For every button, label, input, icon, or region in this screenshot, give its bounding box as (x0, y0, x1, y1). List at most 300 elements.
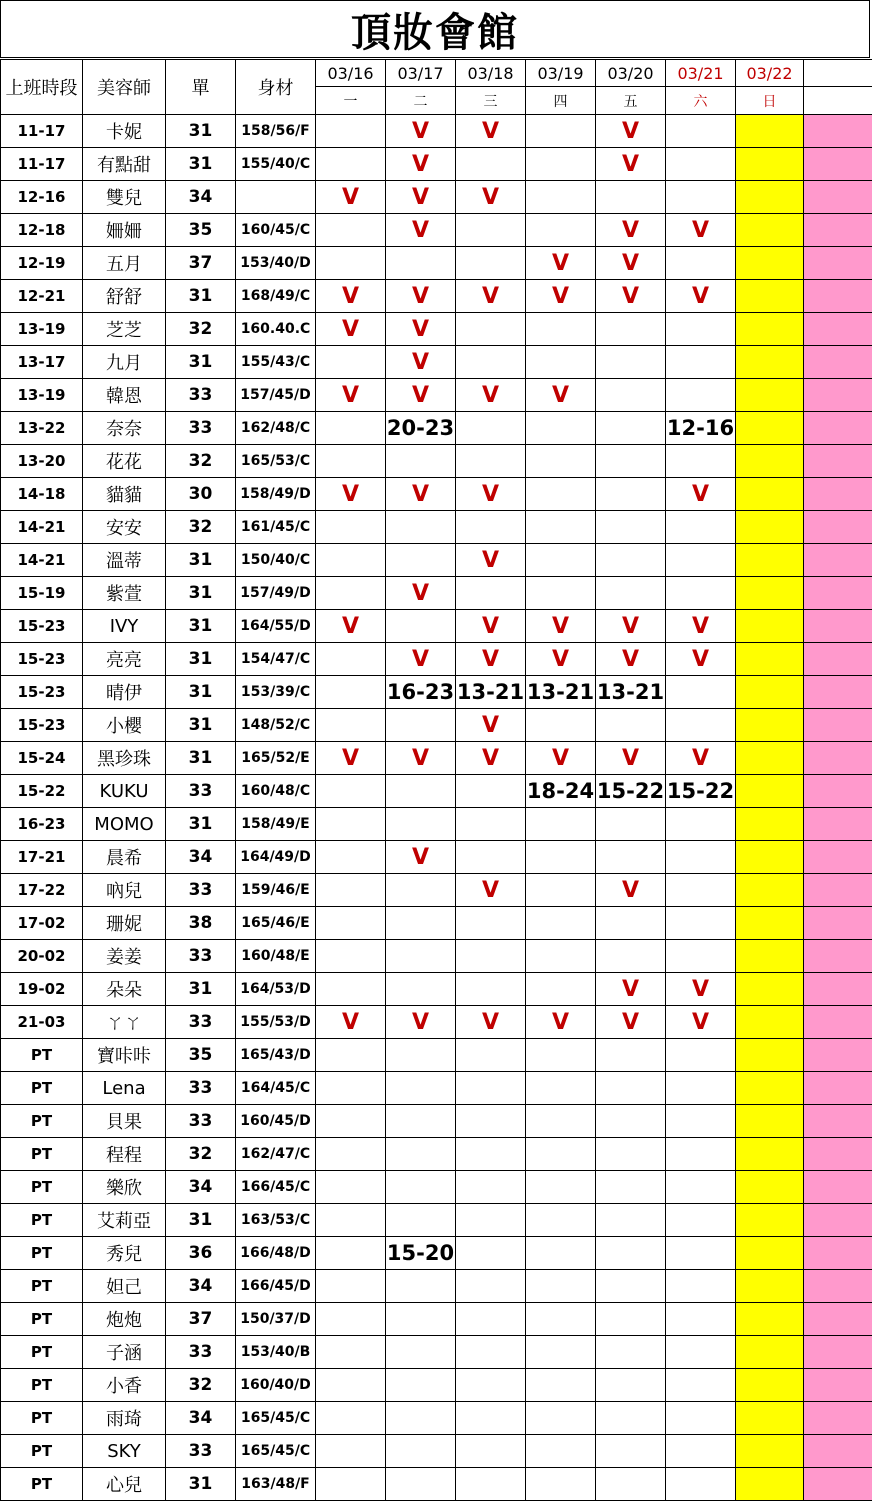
extra-cell (804, 148, 872, 181)
figure-cell: 166/45/C (236, 1171, 316, 1204)
schedule-body (1, 115, 872, 1501)
extra-cell (804, 1369, 872, 1402)
schedule-cell (386, 973, 456, 1006)
schedule-cell (526, 1171, 596, 1204)
table-row (1, 247, 872, 280)
figure-cell: 148/52/C (236, 709, 316, 742)
stylist-name: 小櫻 (83, 709, 166, 742)
schedule-cell (666, 181, 736, 214)
sunday-cell (736, 808, 804, 841)
schedule-mark: V (316, 478, 386, 511)
date-header: 03/17 (386, 60, 456, 87)
units-cell: 33 (166, 940, 236, 973)
schedule-hours: 15-22 (596, 775, 666, 808)
shift-cell: PT (1, 1336, 83, 1369)
extra-cell (804, 1039, 872, 1072)
shift-cell: 20-02 (1, 940, 83, 973)
figure-cell: 162/48/C (236, 412, 316, 445)
stylist-name: 珊妮 (83, 907, 166, 940)
schedule-cell (316, 346, 386, 379)
extra-cell (804, 1237, 872, 1270)
schedule-cell (666, 1204, 736, 1237)
sunday-cell (736, 214, 804, 247)
units-cell: 37 (166, 247, 236, 280)
schedule-cell (386, 1402, 456, 1435)
schedule-cell (666, 577, 736, 610)
weekday-header: 六 (666, 87, 736, 115)
sunday-cell (736, 577, 804, 610)
stylist-name: 芝芝 (83, 313, 166, 346)
shift-cell: PT (1, 1237, 83, 1270)
schedule-cell (316, 1435, 386, 1468)
extra-cell (804, 115, 872, 148)
figure-cell: 168/49/C (236, 280, 316, 313)
units-cell: 31 (166, 1468, 236, 1501)
shift-cell: 13-20 (1, 445, 83, 478)
schedule-cell (666, 1039, 736, 1072)
schedule-cell (316, 247, 386, 280)
extra-cell (804, 478, 872, 511)
table-row (1, 676, 872, 709)
schedule-mark: V (456, 379, 526, 412)
units-cell: 31 (166, 676, 236, 709)
shift-cell: 15-23 (1, 643, 83, 676)
schedule-cell (596, 1138, 666, 1171)
sunday-cell (736, 544, 804, 577)
table-row (1, 643, 872, 676)
schedule-cell (456, 775, 526, 808)
schedule-mark: V (596, 214, 666, 247)
figure-cell: 155/40/C (236, 148, 316, 181)
sunday-cell (736, 511, 804, 544)
shift-cell: 13-19 (1, 379, 83, 412)
schedule-cell (456, 1039, 526, 1072)
extra-cell (804, 643, 872, 676)
shift-cell: PT (1, 1171, 83, 1204)
sunday-cell (736, 247, 804, 280)
table-row (1, 874, 872, 907)
shift-cell: 15-23 (1, 709, 83, 742)
schedule-cell (386, 940, 456, 973)
extra-cell (804, 775, 872, 808)
schedule-cell (596, 1468, 666, 1501)
schedule-cell (456, 1369, 526, 1402)
schedule-cell (596, 412, 666, 445)
units-cell: 37 (166, 1303, 236, 1336)
schedule-mark: V (316, 313, 386, 346)
sunday-cell (736, 1072, 804, 1105)
schedule-cell (666, 841, 736, 874)
schedule-cell (666, 313, 736, 346)
schedule-cell (316, 907, 386, 940)
schedule-cell (526, 148, 596, 181)
schedule-cell (526, 115, 596, 148)
table-row (1, 1402, 872, 1435)
schedule-mark: V (666, 214, 736, 247)
schedule-mark: V (666, 643, 736, 676)
schedule-cell (316, 577, 386, 610)
schedule-cell (666, 346, 736, 379)
units-cell: 32 (166, 313, 236, 346)
schedule-mark: V (596, 280, 666, 313)
schedule-cell (596, 1336, 666, 1369)
schedule-cell (386, 874, 456, 907)
figure-cell: 153/40/B (236, 1336, 316, 1369)
sunday-cell (736, 874, 804, 907)
units-cell: 33 (166, 1105, 236, 1138)
sunday-cell (736, 1138, 804, 1171)
table-row (1, 1006, 872, 1039)
table-row (1, 478, 872, 511)
stylist-name: 姜姜 (83, 940, 166, 973)
extra-cell (804, 874, 872, 907)
extra-cell (804, 1468, 872, 1501)
schedule-cell (386, 709, 456, 742)
schedule-cell (666, 379, 736, 412)
units-cell: 31 (166, 742, 236, 775)
stylist-name: 韓恩 (83, 379, 166, 412)
schedule-mark: V (386, 346, 456, 379)
schedule-mark: V (386, 148, 456, 181)
figure-cell: 160/48/C (236, 775, 316, 808)
schedule-cell (316, 808, 386, 841)
units-cell: 33 (166, 1072, 236, 1105)
schedule-cell (316, 544, 386, 577)
schedule-cell (456, 940, 526, 973)
schedule-mark: V (386, 379, 456, 412)
stylist-name: 妲己 (83, 1270, 166, 1303)
shift-cell: 15-19 (1, 577, 83, 610)
schedule-cell (526, 973, 596, 1006)
schedule-cell (596, 841, 666, 874)
units-cell: 33 (166, 1006, 236, 1039)
schedule-cell (316, 445, 386, 478)
shift-cell: 16-23 (1, 808, 83, 841)
schedule-hours: 13-21 (456, 676, 526, 709)
schedule-cell (386, 808, 456, 841)
schedule-mark: V (386, 841, 456, 874)
table-row (1, 181, 872, 214)
schedule-cell (526, 940, 596, 973)
schedule-mark: V (386, 181, 456, 214)
units-cell: 31 (166, 346, 236, 379)
table-row (1, 379, 872, 412)
units-cell: 31 (166, 577, 236, 610)
schedule-cell (596, 1402, 666, 1435)
schedule-cell (316, 115, 386, 148)
stylist-name: 花花 (83, 445, 166, 478)
figure-cell: 163/48/F (236, 1468, 316, 1501)
schedule-cell (666, 115, 736, 148)
shift-cell: PT (1, 1039, 83, 1072)
stylist-name: 紫萱 (83, 577, 166, 610)
schedule-mark: V (456, 115, 526, 148)
schedule-cell (526, 577, 596, 610)
schedule-cell (596, 1072, 666, 1105)
blank-header (804, 87, 872, 115)
schedule-cell (526, 709, 596, 742)
extra-cell (804, 1270, 872, 1303)
table-row (1, 445, 872, 478)
table-row (1, 1303, 872, 1336)
weekday-header: 四 (526, 87, 596, 115)
schedule-cell (316, 1171, 386, 1204)
schedule-cell (596, 577, 666, 610)
table-row (1, 973, 872, 1006)
schedule-cell (666, 1171, 736, 1204)
shift-cell: PT (1, 1105, 83, 1138)
units-cell: 33 (166, 775, 236, 808)
table-row (1, 544, 872, 577)
shift-cell: PT (1, 1072, 83, 1105)
extra-cell (804, 1138, 872, 1171)
schedule-cell (386, 1369, 456, 1402)
schedule-cell (316, 1039, 386, 1072)
stylist-name: 五月 (83, 247, 166, 280)
stylist-name: 溫蒂 (83, 544, 166, 577)
extra-cell (804, 544, 872, 577)
figure-cell: 160/40/D (236, 1369, 316, 1402)
schedule-cell (526, 1237, 596, 1270)
stylist-name: IVY (83, 610, 166, 643)
sunday-cell (736, 973, 804, 1006)
schedule-cell (386, 1138, 456, 1171)
header-figure: 身材 (236, 60, 316, 115)
extra-cell (804, 1072, 872, 1105)
sunday-cell (736, 1006, 804, 1039)
figure-cell: 160/45/C (236, 214, 316, 247)
schedule-cell (386, 1303, 456, 1336)
table-row (1, 742, 872, 775)
shift-cell: PT (1, 1270, 83, 1303)
schedule-cell (386, 1072, 456, 1105)
schedule-cell (526, 445, 596, 478)
stylist-name: 晴伊 (83, 676, 166, 709)
extra-cell (804, 808, 872, 841)
schedule-cell (666, 1072, 736, 1105)
shift-cell: 17-21 (1, 841, 83, 874)
schedule-mark: V (526, 280, 596, 313)
sunday-cell (736, 709, 804, 742)
schedule-cell (316, 511, 386, 544)
weekday-header: 日 (736, 87, 804, 115)
stylist-name: 有點甜 (83, 148, 166, 181)
schedule-cell (316, 1072, 386, 1105)
schedule-cell (456, 247, 526, 280)
schedule-mark: V (456, 742, 526, 775)
schedule-cell (456, 412, 526, 445)
sunday-cell (736, 775, 804, 808)
schedule-mark: V (596, 973, 666, 1006)
stylist-name: 黑珍珠 (83, 742, 166, 775)
schedule-cell (316, 940, 386, 973)
schedule-cell (456, 841, 526, 874)
schedule-mark: V (386, 1006, 456, 1039)
schedule-mark: V (596, 874, 666, 907)
extra-cell (804, 676, 872, 709)
sunday-cell (736, 1468, 804, 1501)
sunday-cell (736, 742, 804, 775)
schedule-mark: V (386, 577, 456, 610)
stylist-name: ㄚㄚ (83, 1006, 166, 1039)
figure-cell: 159/46/E (236, 874, 316, 907)
units-cell: 31 (166, 973, 236, 1006)
table-row (1, 775, 872, 808)
schedule-cell (526, 1204, 596, 1237)
extra-cell (804, 346, 872, 379)
schedule-mark: V (316, 181, 386, 214)
table-row (1, 1138, 872, 1171)
sunday-cell (736, 643, 804, 676)
figure-cell: 158/49/E (236, 808, 316, 841)
schedule-cell (666, 544, 736, 577)
schedule-cell (456, 907, 526, 940)
shift-cell: 13-19 (1, 313, 83, 346)
sunday-cell (736, 115, 804, 148)
units-cell: 34 (166, 1171, 236, 1204)
schedule-mark: V (316, 379, 386, 412)
weekday-header: 二 (386, 87, 456, 115)
sunday-cell (736, 478, 804, 511)
shift-cell: PT (1, 1402, 83, 1435)
schedule-hours: 13-21 (596, 676, 666, 709)
schedule-cell (316, 214, 386, 247)
sunday-cell (736, 1171, 804, 1204)
schedule-cell (596, 1204, 666, 1237)
schedule-cell (526, 412, 596, 445)
table-row (1, 841, 872, 874)
schedule-cell (526, 1270, 596, 1303)
schedule-cell (386, 544, 456, 577)
table-row (1, 1204, 872, 1237)
schedule-cell (456, 313, 526, 346)
shift-cell: 14-21 (1, 544, 83, 577)
stylist-name: 子涵 (83, 1336, 166, 1369)
shift-cell: 13-22 (1, 412, 83, 445)
shift-cell: 21-03 (1, 1006, 83, 1039)
page-title: 頂妝會館 (0, 0, 870, 58)
sunday-cell (736, 1336, 804, 1369)
extra-cell (804, 577, 872, 610)
units-cell: 34 (166, 841, 236, 874)
table-row (1, 1105, 872, 1138)
units-cell: 31 (166, 115, 236, 148)
schedule-cell (666, 1468, 736, 1501)
schedule-mark: V (666, 973, 736, 1006)
schedule-mark: V (456, 280, 526, 313)
schedule-cell (596, 1171, 666, 1204)
schedule-cell (386, 907, 456, 940)
shift-cell: PT (1, 1435, 83, 1468)
schedule-cell (666, 1336, 736, 1369)
shift-cell: 14-18 (1, 478, 83, 511)
units-cell: 31 (166, 148, 236, 181)
schedule-mark: V (386, 478, 456, 511)
table-row (1, 1072, 872, 1105)
schedule-cell (456, 1138, 526, 1171)
schedule-cell (316, 1369, 386, 1402)
sunday-cell (736, 379, 804, 412)
units-cell: 34 (166, 1270, 236, 1303)
schedule-cell (526, 1369, 596, 1402)
schedule-cell (456, 445, 526, 478)
units-cell: 32 (166, 445, 236, 478)
figure-cell: 158/56/F (236, 115, 316, 148)
schedule-cell (456, 1237, 526, 1270)
stylist-name: KUKU (83, 775, 166, 808)
table-row (1, 313, 872, 346)
shift-cell: 13-17 (1, 346, 83, 379)
extra-cell (804, 973, 872, 1006)
sunday-cell (736, 1237, 804, 1270)
schedule-cell (316, 676, 386, 709)
schedule-mark: V (456, 478, 526, 511)
table-row (1, 214, 872, 247)
schedule-cell (456, 346, 526, 379)
extra-cell (804, 742, 872, 775)
schedule-cell (386, 1105, 456, 1138)
shift-cell: 12-19 (1, 247, 83, 280)
schedule-cell (526, 1402, 596, 1435)
schedule-cell (386, 445, 456, 478)
table-row (1, 709, 872, 742)
schedule-cell (596, 445, 666, 478)
extra-cell (804, 181, 872, 214)
sunday-cell (736, 412, 804, 445)
units-cell: 33 (166, 874, 236, 907)
extra-cell (804, 313, 872, 346)
schedule-cell (526, 1039, 596, 1072)
units-cell: 31 (166, 1204, 236, 1237)
units-cell: 35 (166, 214, 236, 247)
extra-cell (804, 214, 872, 247)
figure-cell: 165/43/D (236, 1039, 316, 1072)
stylist-name: 貓貓 (83, 478, 166, 511)
extra-cell (804, 511, 872, 544)
header-stylist: 美容師 (83, 60, 166, 115)
extra-cell (804, 907, 872, 940)
stylist-name: 樂欣 (83, 1171, 166, 1204)
schedule-cell (596, 1270, 666, 1303)
schedule-cell (596, 1435, 666, 1468)
schedule-mark: V (386, 643, 456, 676)
schedule-cell (316, 148, 386, 181)
extra-cell (804, 1105, 872, 1138)
units-cell: 32 (166, 511, 236, 544)
shift-cell: PT (1, 1138, 83, 1171)
schedule-cell (596, 1237, 666, 1270)
stylist-name: 寶咔咔 (83, 1039, 166, 1072)
schedule-mark: V (666, 280, 736, 313)
schedule-cell (666, 907, 736, 940)
units-cell: 31 (166, 544, 236, 577)
schedule-cell (456, 1204, 526, 1237)
schedule-cell (386, 610, 456, 643)
units-cell: 33 (166, 1336, 236, 1369)
figure-cell: 157/49/D (236, 577, 316, 610)
shift-cell: 17-02 (1, 907, 83, 940)
schedule-cell (526, 1105, 596, 1138)
sunday-cell (736, 280, 804, 313)
extra-cell (804, 1204, 872, 1237)
shift-cell: 15-23 (1, 610, 83, 643)
schedule-mark: V (316, 742, 386, 775)
schedule-mark: V (386, 280, 456, 313)
schedule-cell (666, 1402, 736, 1435)
schedule-cell (526, 874, 596, 907)
stylist-name: 九月 (83, 346, 166, 379)
schedule-cell (456, 1171, 526, 1204)
